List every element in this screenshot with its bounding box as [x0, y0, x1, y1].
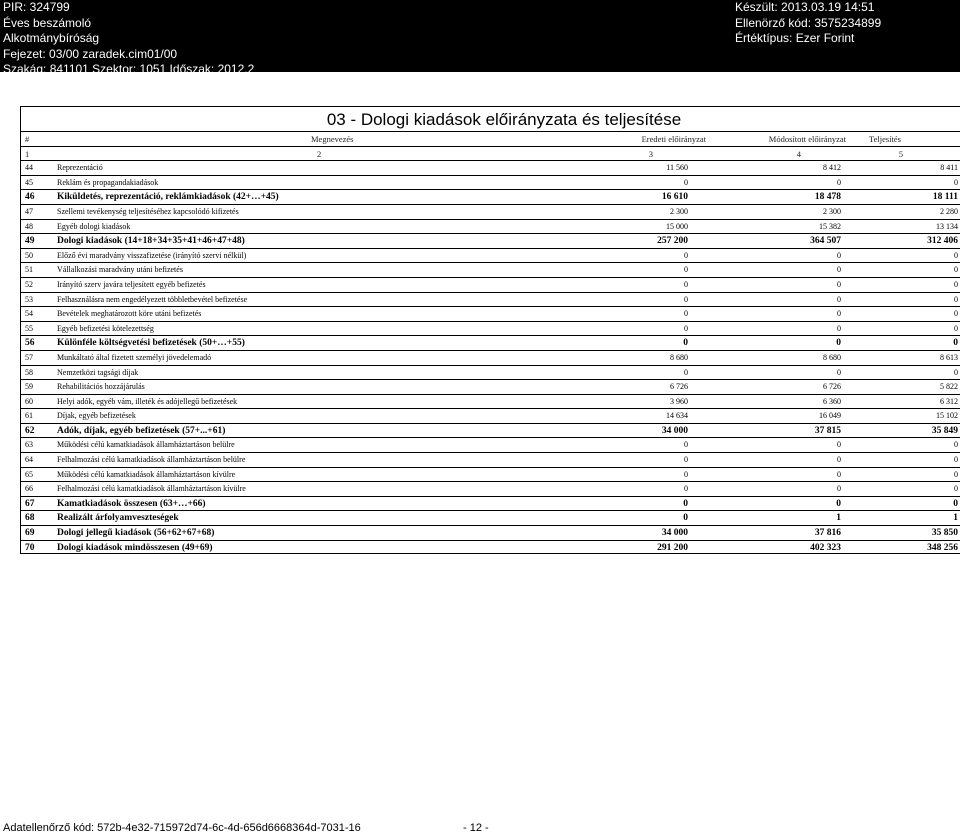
row-number: 48 [25, 221, 33, 231]
row-original-budget: 2 300 [670, 206, 688, 216]
table-row [21, 233, 960, 248]
row-completion: 0 [954, 265, 958, 275]
row-name: Működési célú kamatkiadások államháztartáson kívülre [57, 469, 236, 479]
row-name: Bevételek meghatározott köre utáni befizetés [57, 309, 202, 319]
row-number: 70 [25, 542, 35, 553]
row-original-budget: 0 [684, 367, 688, 377]
row-modified-budget: 0 [837, 279, 841, 289]
row-name: Irányító szerv javára teljesített egyéb befizetés [57, 279, 206, 289]
row-modified-budget: 0 [837, 367, 841, 377]
row-modified-budget: 0 [837, 455, 841, 465]
row-number: 57 [25, 352, 33, 362]
table-row [21, 175, 960, 190]
row-number: 56 [25, 338, 35, 349]
table-row [21, 160, 960, 175]
row-original-budget: 0 [683, 498, 688, 509]
row-completion: 0 [954, 469, 958, 479]
row-name: Nemzetközi tagsági díjak [57, 367, 139, 377]
row-original-budget: 0 [684, 177, 688, 187]
row-modified-budget: 6 726 [823, 382, 841, 392]
row-original-budget: 16 610 [661, 192, 688, 203]
table-title: 03 - Dologi kiadások előirányzata és teljesítése [21, 106, 960, 131]
row-name: Helyi adók, egyéb vám, illeték és adójellegű befizetések [57, 396, 238, 406]
table-row [21, 248, 960, 263]
table-row [21, 437, 960, 452]
row-completion: 13 134 [936, 221, 958, 231]
row-original-budget: 0 [684, 469, 688, 479]
row-original-budget: 0 [684, 440, 688, 450]
row-original-budget: 0 [684, 250, 688, 260]
row-original-budget: 14 634 [666, 411, 688, 421]
row-modified-budget: 37 816 [814, 528, 841, 539]
row-completion: 35 850 [931, 528, 958, 539]
table-row [21, 219, 960, 234]
report-type-line: Éves beszámoló [3, 15, 92, 30]
data-check-code: Adatellenőrző kód: 572b-4e32-715972d74-6c-4d-656d6668364d-7031-16 [3, 822, 361, 834]
row-number: 65 [25, 469, 33, 479]
row-completion: 312 406 [927, 236, 958, 247]
row-name: Kamatkiadások összesen (63+…+66) [57, 498, 206, 509]
row-completion: 0 [954, 177, 958, 187]
row-number: 59 [25, 382, 33, 392]
row-original-budget: 34 000 [661, 528, 688, 539]
row-modified-budget: 0 [837, 484, 841, 494]
row-name: Reklám és propagandakiadások [57, 177, 159, 187]
colnum-5: 5 [898, 148, 903, 159]
row-completion: 0 [954, 294, 958, 304]
row-modified-budget: 0 [837, 265, 841, 275]
header-name: Megnevezés [311, 134, 354, 144]
table-row [21, 292, 960, 307]
table-row [21, 452, 960, 467]
row-completion: 6 312 [940, 396, 958, 406]
header-completion: Teljesítés [869, 134, 901, 144]
table-row [21, 379, 960, 394]
row-completion: 18 111 [932, 192, 958, 203]
row-modified-budget: 37 815 [814, 425, 841, 436]
row-name: Egyéb befizetési kötelezettség [57, 323, 154, 333]
row-number: 47 [25, 206, 33, 216]
row-number: 44 [25, 163, 33, 173]
row-completion: 0 [954, 323, 958, 333]
row-completion: 8 613 [940, 352, 958, 362]
colnum-4: 4 [796, 148, 801, 159]
row-original-budget: 0 [683, 338, 688, 349]
row-original-budget: 0 [683, 513, 688, 524]
row-completion: 0 [954, 484, 958, 494]
table-row [21, 262, 960, 277]
table-row [21, 510, 960, 525]
row-original-budget: 15 000 [666, 221, 688, 231]
row-name: Működési célú kamatkiadások államháztartáson belülre [57, 440, 235, 450]
row-completion: 348 256 [927, 542, 958, 553]
header-left-info [3, 0, 254, 78]
row-number: 61 [25, 411, 33, 421]
table-row [21, 540, 960, 555]
row-number: 64 [25, 455, 33, 465]
row-modified-budget: 0 [837, 469, 841, 479]
row-name: Adók, díjak, egyéb befizetések (57+...+61) [57, 425, 226, 436]
row-original-budget: 8 680 [670, 352, 688, 362]
table-row [21, 321, 960, 336]
table-row [21, 496, 960, 511]
header-num: # [25, 134, 30, 144]
row-name: Kiküldetés, reprezentáció, reklámkiadások (42+…+45) [57, 192, 279, 203]
table-row [21, 335, 960, 350]
header-original-budget: Eredeti előirányzat [641, 134, 706, 144]
colnum-1: 1 [25, 148, 30, 159]
row-completion: 0 [953, 498, 958, 509]
row-name: Vállalkozási maradvány utáni befizetés [57, 265, 183, 275]
row-modified-budget: 402 323 [810, 542, 841, 553]
created-line: Készült: 2013.03.19 14:51 [735, 0, 875, 14]
header-right-info [735, 0, 881, 47]
row-name: Reprezentáció [57, 163, 103, 173]
row-number: 66 [25, 484, 33, 494]
row-completion: 2 280 [940, 206, 958, 216]
row-modified-budget: 364 507 [810, 236, 841, 247]
row-number: 45 [25, 177, 33, 187]
table-row [21, 365, 960, 380]
row-original-budget: 257 200 [657, 236, 688, 247]
row-name: Felhalmozási célú kamatkiadások államháztartáson kívülre [57, 484, 246, 494]
row-completion: 0 [954, 250, 958, 260]
row-modified-budget: 0 [837, 309, 841, 319]
row-name: Realizált árfolyamveszteségek [57, 513, 179, 524]
row-completion: 0 [954, 440, 958, 450]
row-modified-budget: 0 [836, 498, 841, 509]
row-number: 63 [25, 440, 33, 450]
table-body [21, 160, 960, 554]
table-row [21, 204, 960, 219]
chapter-line: Fejezet: 03/00 zaradek.cim01/00 [3, 46, 178, 61]
row-modified-budget: 2 300 [823, 206, 841, 216]
table-row [21, 277, 960, 292]
row-completion: 15 102 [936, 411, 958, 421]
row-number: 50 [25, 250, 33, 260]
table-row [21, 467, 960, 482]
row-number: 62 [25, 425, 35, 436]
table-row [21, 189, 960, 204]
row-number: 60 [25, 396, 33, 406]
row-modified-budget: 18 478 [814, 192, 841, 203]
row-modified-budget: 8 680 [823, 352, 841, 362]
row-name: Dologi kiadások (14+18+34+35+41+46+47+48) [57, 236, 245, 247]
row-number: 51 [25, 265, 33, 275]
table-row [21, 423, 960, 438]
row-name: Szellemi tevékenység teljesítéséhez kapcsolódó kifizetés [57, 206, 239, 216]
row-original-budget: 34 000 [661, 425, 688, 436]
sector-line: Szakág: 841101 Szektor: 1051 Időszak: 2012.2 [3, 62, 255, 76]
header-modified-budget: Módosított előirányzat [768, 134, 846, 144]
colnum-3: 3 [648, 148, 653, 159]
row-name: Dologi jellegű kiadások (56+62+67+68) [57, 528, 215, 539]
row-number: 49 [25, 236, 35, 247]
row-completion: 0 [954, 455, 958, 465]
row-completion: 5 822 [940, 382, 958, 392]
row-completion: 0 [953, 338, 958, 349]
row-modified-budget: 0 [837, 294, 841, 304]
row-modified-budget: 16 049 [819, 411, 841, 421]
row-name: Díjak, egyéb befizetések [57, 411, 136, 421]
row-original-budget: 291 200 [657, 542, 688, 553]
row-name: Előző évi maradvány visszafizetése (irányító szervi nélkül) [57, 250, 247, 260]
row-number: 58 [25, 367, 33, 377]
row-modified-budget: 0 [836, 338, 841, 349]
row-number: 69 [25, 528, 35, 539]
row-original-budget: 6 726 [670, 382, 688, 392]
row-modified-budget: 0 [837, 250, 841, 260]
row-name: Egyéb dologi kiadások [57, 221, 131, 231]
row-original-budget: 0 [684, 279, 688, 289]
column-number-row [21, 146, 960, 161]
row-modified-budget: 0 [837, 177, 841, 187]
row-modified-budget: 8 412 [823, 163, 841, 173]
institution-line: Alkotmánybíróság [3, 31, 100, 45]
row-modified-budget: 6 360 [823, 396, 841, 406]
row-modified-budget: 0 [837, 440, 841, 450]
row-number: 68 [25, 513, 35, 524]
pir-line: PIR: 324799 [3, 0, 70, 14]
value-type-line: Értéktípus: Ezer Forint [735, 31, 855, 45]
budget-table [20, 106, 960, 554]
page-number: - 12 - [463, 822, 489, 834]
row-modified-budget: 0 [837, 323, 841, 333]
table-row [21, 394, 960, 409]
table-row [21, 481, 960, 496]
row-number: 55 [25, 323, 33, 333]
row-number: 54 [25, 309, 33, 319]
row-original-budget: 11 560 [666, 163, 688, 173]
row-number: 67 [25, 498, 35, 509]
row-name: Különféle költségvetési befizetések (50+…+55) [57, 338, 245, 349]
row-name: Dologi kiadások mindösszesen (49+69) [57, 542, 213, 553]
row-name: Felhalmozási célú kamatkiadások államháztartáson belülre [57, 455, 246, 465]
table-row [21, 350, 960, 365]
row-original-budget: 0 [684, 323, 688, 333]
row-completion: 35 849 [931, 425, 958, 436]
row-original-budget: 0 [684, 455, 688, 465]
row-original-budget: 0 [684, 265, 688, 275]
colnum-2: 2 [317, 148, 322, 159]
row-number: 53 [25, 294, 33, 304]
row-modified-budget: 15 382 [819, 221, 841, 231]
table-header-row [21, 131, 960, 146]
row-name: Rehabilitációs hozzájárulás [57, 382, 145, 392]
row-completion: 8 411 [940, 163, 958, 173]
report-header-bar [0, 0, 960, 76]
table-row [21, 408, 960, 423]
row-completion: 0 [954, 309, 958, 319]
row-number: 52 [25, 279, 33, 289]
row-completion: 0 [954, 367, 958, 377]
row-name: Felhasználásra nem engedélyezett többletbevétel befizetése [57, 294, 248, 304]
control-code-line: Ellenörző kód: 3575234899 [735, 15, 882, 30]
table-row [21, 525, 960, 540]
page-footer [3, 822, 953, 834]
row-original-budget: 0 [684, 294, 688, 304]
row-modified-budget: 1 [836, 513, 841, 524]
row-original-budget: 0 [684, 309, 688, 319]
table-row [21, 306, 960, 321]
row-completion: 0 [954, 279, 958, 289]
row-completion: 1 [953, 513, 958, 524]
row-original-budget: 3 960 [670, 396, 688, 406]
row-number: 46 [25, 192, 35, 203]
row-original-budget: 0 [684, 484, 688, 494]
row-name: Munkáltató által fizetett személyi jövedelemadó [57, 352, 212, 362]
